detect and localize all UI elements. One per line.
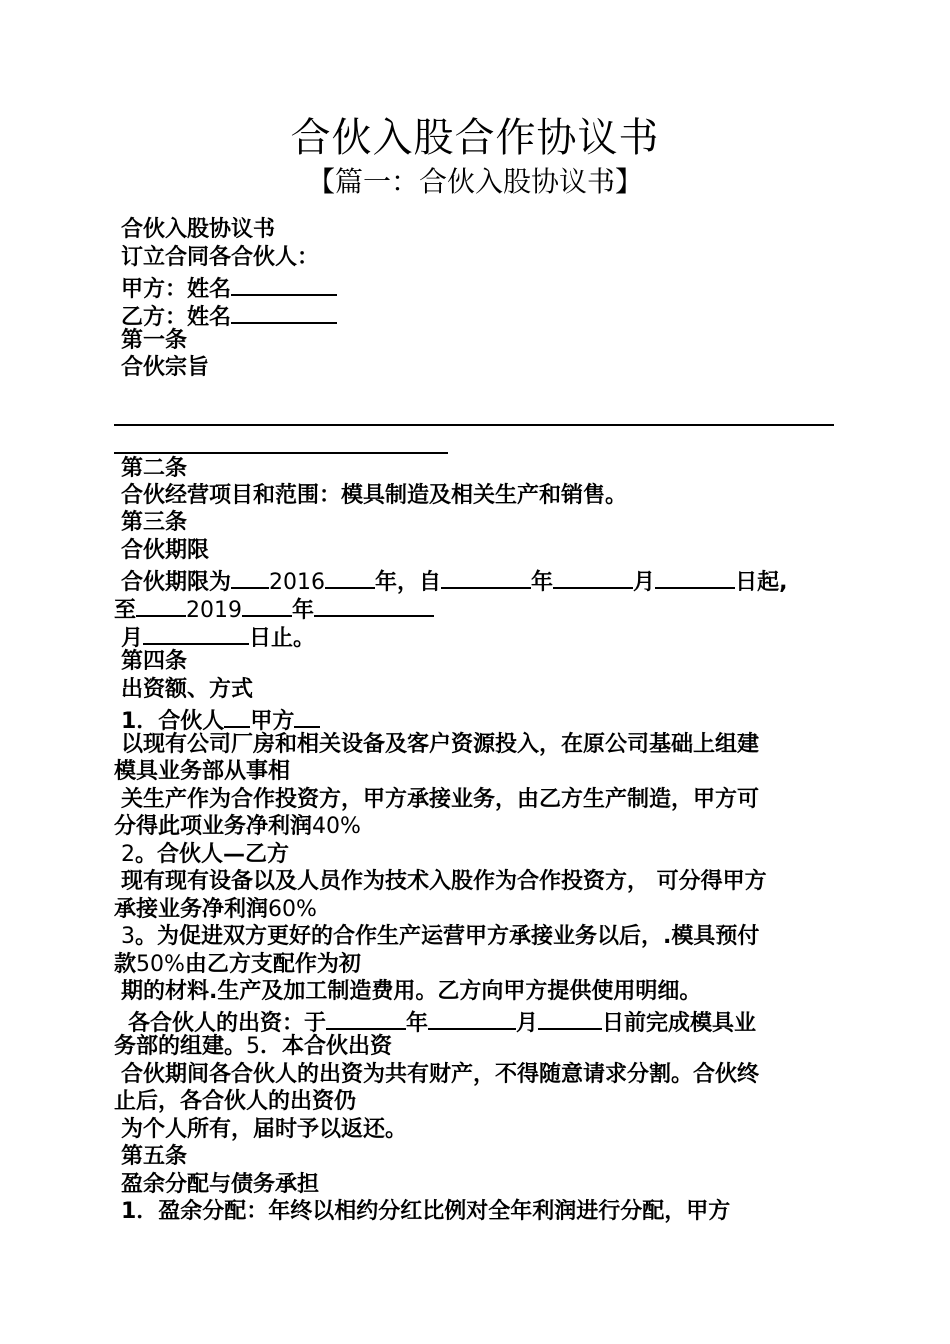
purpose-blank-line-1 — [114, 424, 834, 426]
profit-distribution-label: 盈余分配与债务承担 — [121, 1172, 320, 1197]
blank — [136, 593, 186, 617]
partner-a-name: 甲方 — [250, 709, 295, 734]
paragraph-text: 分得此项业务净利润 — [114, 814, 313, 839]
term-text: 年 — [292, 598, 315, 623]
article-2-heading: 第二条 — [121, 456, 188, 481]
blank — [538, 1006, 602, 1030]
document-subtitle: 【篇一：合伙入股协议书】 — [306, 165, 643, 198]
party-a-name-blank — [231, 272, 337, 296]
article-4-heading: 第四条 — [121, 649, 188, 674]
document-title: 合伙入股合作协议书 — [290, 115, 660, 161]
purpose-blank-line-2 — [114, 452, 448, 454]
partner-b-line — [121, 841, 289, 869]
blank — [314, 593, 434, 617]
paragraph-line — [121, 923, 759, 951]
blank — [294, 704, 320, 728]
paragraph-line — [114, 951, 361, 979]
party-a-label: 甲方：姓名 — [121, 277, 232, 302]
term-text: 月 — [633, 570, 656, 595]
term-text: 日止。 — [249, 626, 316, 651]
article-3-heading: 第三条 — [121, 510, 188, 535]
party-b-name-blank — [231, 300, 337, 324]
paragraph-line — [114, 813, 361, 841]
paragraph-text: 年 — [406, 1011, 429, 1036]
party-a-share: 40% — [312, 814, 361, 839]
paragraph-text: ．本合伙出资 — [260, 1034, 393, 1059]
paragraph-line — [114, 896, 317, 924]
parties-label: 订立合同各合伙人： — [121, 245, 320, 270]
article-1-heading: 第一条 — [121, 328, 188, 353]
blank — [224, 704, 250, 728]
paragraph-text: 务部的组建。 — [114, 1034, 247, 1059]
blank — [326, 1006, 406, 1030]
blank — [553, 565, 633, 589]
term-text: 合伙期限为 — [121, 570, 232, 595]
article-5-heading: 第五条 — [121, 1144, 188, 1169]
blank — [441, 565, 531, 589]
paragraph-line: 期的材料.生产及加工制造费用。乙方向甲方提供使用明细。 — [121, 979, 702, 1004]
blank — [143, 621, 249, 645]
partner-b-label: 。合伙人—乙方 — [135, 842, 290, 867]
paragraph-line: 合伙期间各合伙人的出资为共有财产，不得随意请求分割。合伙终 — [121, 1062, 760, 1087]
business-scope-text: 合伙经营项目和范围：模具制造及相关生产和销售。 — [121, 483, 628, 508]
paragraph-line: 为个人所有，届时予以返还。 — [121, 1117, 408, 1142]
purpose-label: 合伙宗旨 — [121, 355, 210, 380]
contribution-label: 出资额、方式 — [121, 677, 254, 702]
term-text: 日起, — [735, 570, 788, 595]
item-number: 3 — [121, 924, 135, 949]
blank — [325, 565, 375, 589]
paragraph-line: 1．盈余分配：年终以相约分红比例对全年利润进行分配，甲方 — [121, 1199, 731, 1224]
paragraph-line — [114, 1033, 392, 1061]
end-year: 2019 — [186, 598, 243, 623]
item-number: 2 — [121, 842, 135, 867]
paragraph-line: 止后，各合伙人的出资仍 — [114, 1089, 357, 1114]
paragraph-line: 现有现有设备以及人员作为技术入股作为合作投资方， 可分得甲方 — [121, 869, 767, 894]
term-label: 合伙期限 — [121, 538, 210, 563]
paragraph-text: 各合伙人的出资：于 — [128, 1011, 327, 1036]
term-text: 年，自 — [375, 570, 442, 595]
blank — [428, 1006, 516, 1030]
paragraph-line: 模具业务部从事相 — [114, 759, 291, 784]
party-b-share: 60% — [268, 897, 317, 922]
prepayment-percent: 50% — [136, 952, 185, 977]
paragraph-text: 月 — [516, 1011, 539, 1036]
paragraph-line: 以现有公司厂房和相关设备及客户资源投入，在原公司基础上组建 — [121, 732, 760, 757]
blank — [242, 593, 292, 617]
party-b-label: 乙方：姓名 — [121, 305, 232, 330]
paragraph-text: 款 — [114, 952, 137, 977]
agreement-heading: 合伙入股协议书 — [121, 217, 276, 242]
blank — [231, 565, 269, 589]
partner-a-label: 1．合伙人 — [121, 709, 225, 734]
term-text: 年 — [531, 570, 554, 595]
item-number: 5 — [246, 1034, 261, 1059]
term-text: 至 — [114, 598, 137, 623]
start-year: 2016 — [269, 570, 326, 595]
term-text: 月 — [121, 626, 144, 651]
paragraph-text: 承接业务净利润 — [114, 897, 269, 922]
paragraph-line: 关生产作为合作投资方，甲方承接业务，由乙方生产制造，甲方可 — [121, 787, 760, 812]
paragraph-text: 。为促进双方更好的合作生产运营甲方承接业务以后，.模具预付 — [135, 924, 760, 949]
paragraph-text: 日前完成模具业 — [602, 1011, 757, 1036]
blank — [655, 565, 735, 589]
paragraph-text: 由乙方支配作为初 — [184, 952, 361, 977]
